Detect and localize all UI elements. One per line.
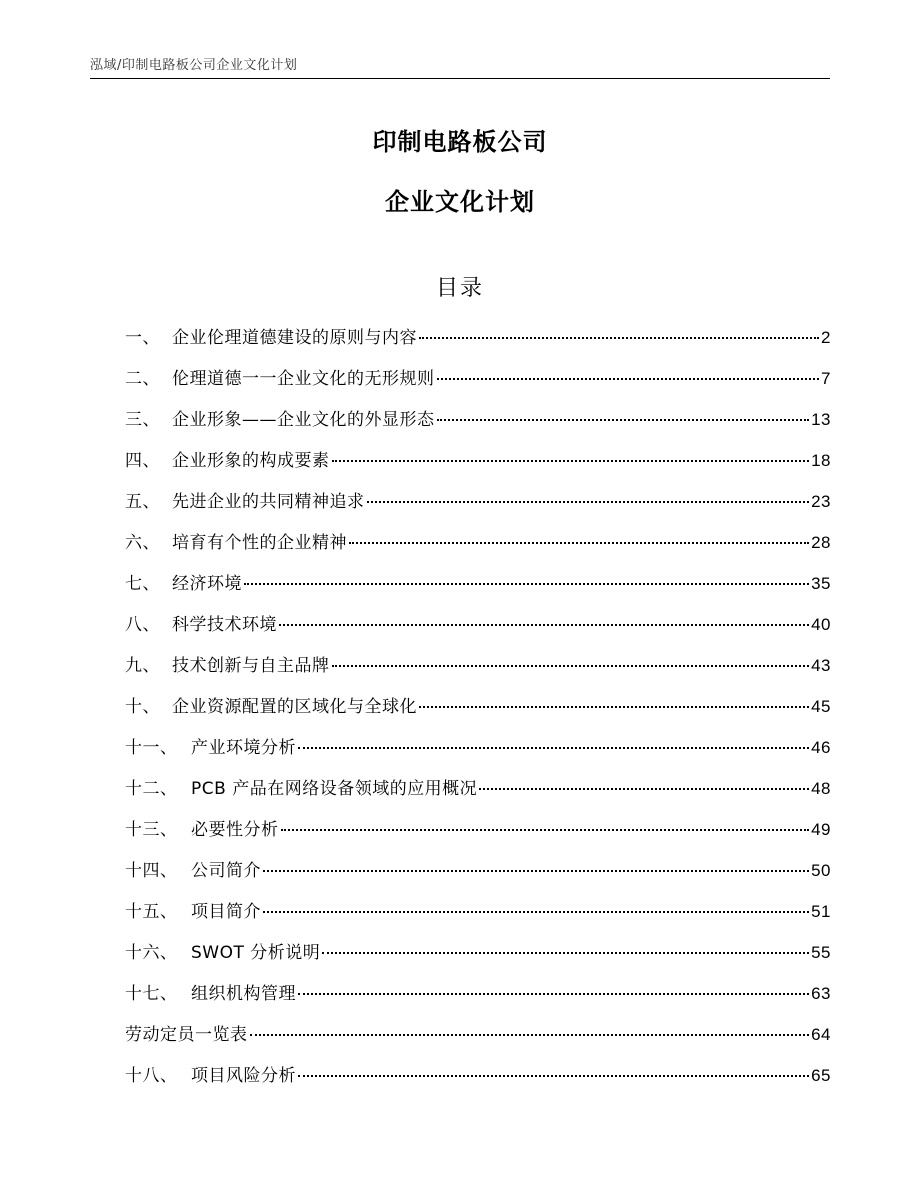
toc-entry[interactable]: [125, 324, 831, 365]
toc-entry-title: [125, 488, 365, 516]
toc-entry[interactable]: [125, 775, 831, 816]
toc-entry-label: 企业资源配置的区域化与全球化: [172, 697, 417, 717]
toc-page-number: 35: [811, 574, 831, 593]
toc-entry-number: 六、: [125, 533, 160, 553]
toc-leader-dots: [322, 952, 809, 954]
toc-page-number: 55: [811, 943, 831, 962]
toc-entry-title: [125, 898, 261, 926]
toc-page-number: 2: [821, 328, 831, 347]
toc-entry-number: 一、: [125, 328, 160, 348]
toc-entry[interactable]: [125, 406, 831, 447]
toc-page-number: 50: [811, 861, 831, 880]
toc-page-number: 13: [811, 410, 831, 429]
toc-leader-dots: [298, 747, 809, 749]
toc-entry[interactable]: [125, 980, 831, 1021]
toc-entry-number: 十、: [125, 697, 160, 717]
toc-entry[interactable]: [125, 1021, 831, 1062]
toc-leader-dots: [367, 501, 810, 503]
toc-entry-number: 三、: [125, 410, 160, 430]
toc-entry[interactable]: [125, 488, 831, 529]
toc-leader-dots: [437, 378, 820, 380]
toc-entry-number: 十一、: [125, 738, 178, 758]
toc-page-number: 48: [811, 779, 831, 798]
toc-page-number: 45: [811, 697, 831, 716]
toc-entry-number: 二、: [125, 369, 160, 389]
toc-page-number: 49: [811, 820, 831, 839]
toc-entry[interactable]: [125, 939, 831, 980]
toc-entry[interactable]: [125, 529, 831, 570]
toc-entry-label: 培育有个性的企业精神: [172, 533, 347, 553]
toc-leader-dots: [479, 788, 809, 790]
toc-entry-number: 十四、: [125, 861, 178, 881]
toc-entry-title: [125, 1021, 248, 1049]
toc-entry-title: [125, 365, 435, 393]
toc-page-number: 40: [811, 615, 831, 634]
document-company-title: 印制电路板公司: [372, 128, 548, 156]
toc-entry[interactable]: [125, 734, 831, 775]
toc-leader-dots: [349, 542, 809, 544]
toc-entry-number: 十六、: [125, 943, 178, 963]
toc-page-number: 23: [811, 492, 831, 511]
toc-page-number: 65: [811, 1066, 831, 1085]
toc-entry-title: [125, 406, 435, 434]
toc-entry-label: 企业形象——企业文化的外显形态: [172, 410, 435, 430]
toc-entry-title: [125, 447, 330, 475]
toc-entry-number: 十三、: [125, 820, 178, 840]
toc-leader-dots: [244, 583, 809, 585]
toc-entry-title: [125, 1062, 296, 1090]
toc-entry[interactable]: [125, 365, 831, 406]
toc-entry-label: 企业伦理道德建设的原则与内容: [172, 328, 417, 348]
toc-entry-number: 十八、: [125, 1066, 178, 1086]
toc-entry-number: 十五、: [125, 902, 178, 922]
toc-entry-title: [125, 529, 347, 557]
toc-entry[interactable]: [125, 693, 831, 734]
toc-page-number: 64: [811, 1025, 831, 1044]
toc-leader-dots: [263, 911, 809, 913]
toc-entry-title: [125, 611, 277, 639]
toc-entry[interactable]: [125, 1062, 831, 1103]
toc-leader-dots: [281, 829, 810, 831]
toc-entry[interactable]: [125, 611, 831, 652]
toc-page-number: 63: [811, 984, 831, 1003]
toc-page-number: 28: [811, 533, 831, 552]
toc-entry-number: 十七、: [125, 984, 178, 1004]
toc-entry-label: 先进企业的共同精神追求: [172, 492, 365, 512]
toc-entry[interactable]: [125, 857, 831, 898]
toc-entry-title: [125, 939, 320, 967]
toc-entry-number: 四、: [125, 451, 160, 471]
toc-entry-label: 企业形象的构成要素: [172, 451, 330, 471]
toc-entry-title: [125, 652, 330, 680]
toc-leader-dots: [298, 993, 809, 995]
toc-entry-label: 经济环境: [172, 574, 242, 594]
table-of-contents: [125, 324, 831, 1103]
toc-entry-title: [125, 693, 417, 721]
toc-leader-dots: [279, 624, 809, 626]
toc-entry-label: 技术创新与自主品牌: [172, 656, 330, 676]
toc-entry-label: 组织机构管理: [191, 984, 296, 1004]
toc-entry-label: 科学技术环境: [172, 615, 277, 635]
toc-page-number: 18: [811, 451, 831, 470]
toc-entry-title: [125, 734, 296, 762]
document-title: 企业文化计划: [385, 188, 535, 216]
toc-entry-label: 项目简介: [191, 902, 261, 922]
toc-leader-dots: [419, 337, 819, 339]
toc-leader-dots: [332, 460, 810, 462]
toc-entry-title: [125, 570, 242, 598]
toc-page-number: 51: [811, 902, 831, 921]
toc-entry-number: 九、: [125, 656, 160, 676]
toc-leader-dots: [419, 706, 809, 708]
running-header: 泓域/印制电路板公司企业文化计划: [90, 58, 298, 73]
toc-leader-dots: [437, 419, 810, 421]
toc-entry[interactable]: [125, 898, 831, 939]
toc-entry-title: [125, 980, 296, 1008]
toc-entry-number: 七、: [125, 574, 160, 594]
toc-entry-number: 八、: [125, 615, 160, 635]
toc-entry-label: 伦理道德一一企业文化的无形规则: [172, 369, 435, 389]
toc-page-number: 43: [811, 656, 831, 675]
toc-heading: 目录: [435, 276, 484, 301]
toc-entry-title: [125, 324, 417, 352]
toc-entry-title: [125, 816, 279, 844]
toc-page-number: 46: [811, 738, 831, 757]
toc-leader-dots: [332, 665, 810, 667]
toc-entry[interactable]: [125, 570, 831, 611]
toc-entry[interactable]: [125, 652, 831, 693]
toc-entry-number: 五、: [125, 492, 160, 512]
toc-entry-number: 十二、: [125, 779, 178, 799]
toc-entry-label: SWOT 分析说明: [191, 943, 321, 963]
toc-entry-label: 必要性分析: [191, 820, 279, 840]
toc-entry[interactable]: [125, 447, 831, 488]
header-divider: [90, 78, 830, 79]
toc-entry-label: 劳动定员一览表: [125, 1025, 248, 1045]
toc-entry-label: 公司简介: [191, 861, 261, 881]
toc-entry-title: [125, 775, 477, 803]
toc-entry-label: 项目风险分析: [191, 1066, 296, 1086]
toc-entry-label: 产业环境分析: [191, 738, 296, 758]
toc-leader-dots: [263, 870, 809, 872]
toc-leader-dots: [250, 1034, 810, 1036]
toc-page-number: 7: [821, 369, 831, 388]
toc-leader-dots: [298, 1075, 809, 1077]
toc-entry-title: [125, 857, 261, 885]
toc-entry[interactable]: [125, 816, 831, 857]
toc-entry-label: PCB 产品在网络设备领域的应用概况: [191, 779, 478, 799]
